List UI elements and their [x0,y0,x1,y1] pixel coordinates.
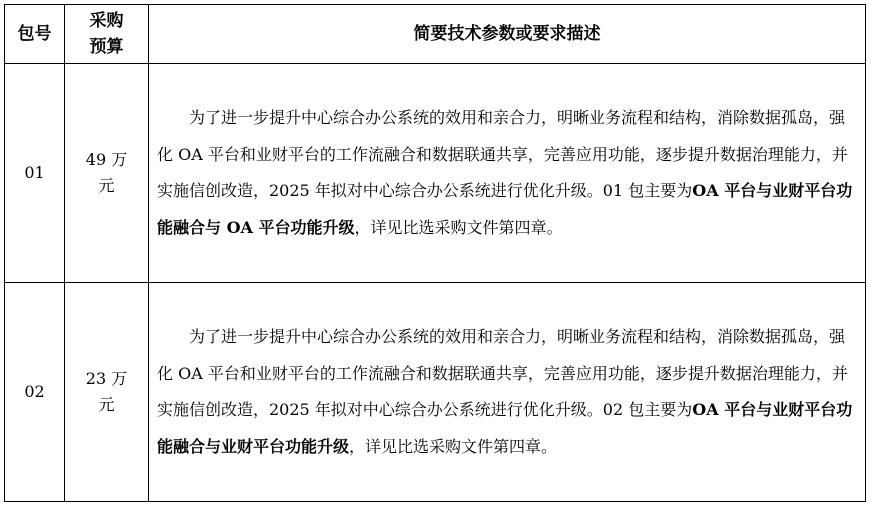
budget-cell [65,283,149,502]
description-emphasis: OA 平台与业财平台功能融合与业财平台功能升级 [157,400,853,456]
description-text: 为了进一步提升中心综合办公系统的效用和亲合力，明晰业务流程和结构，消除数据孤岛，强化 OA 平台和业财平台的工作流融合和数据联通共享，完善应用功能，逐步提升数据治理能力，并实施信创改造，2025 年拟对中心综合办公系统进行优化升级。01 包主要为 [157,108,848,200]
description-emphasis: OA 平台与业财平台功能融合与 OA 平台功能升级 [157,181,853,237]
package-no-cell: 01 [5,64,65,283]
description-cell [149,283,866,502]
package-no-cell: 02 [5,283,65,502]
header-budget-label: 采购预算 [89,11,124,57]
description-tail: ，详见比选采购文件第四章。 [354,217,563,237]
header-description: 简要技术参数或要求描述 [149,5,866,64]
header-package-no: 包号 [5,5,65,64]
budget-value: 49 万元 [85,150,128,195]
header-budget [65,5,149,64]
procurement-table [4,4,866,502]
budget-cell [65,64,149,283]
description-cell [149,64,866,283]
budget-value: 23 万元 [85,369,128,414]
table-header-row [5,5,866,64]
description-tail: ，详见比选采购文件第四章。 [349,436,558,456]
table-row [5,283,866,502]
description-text: 为了进一步提升中心综合办公系统的效用和亲合力，明晰业务流程和结构，消除数据孤岛，强化 OA 平台和业财平台的工作流融合和数据联通共享，完善应用功能，逐步提升数据治理能力，并实施信创改造，2025 年拟对中心综合办公系统进行优化升级。02 包主要为 [157,327,848,419]
table-row [5,64,866,283]
